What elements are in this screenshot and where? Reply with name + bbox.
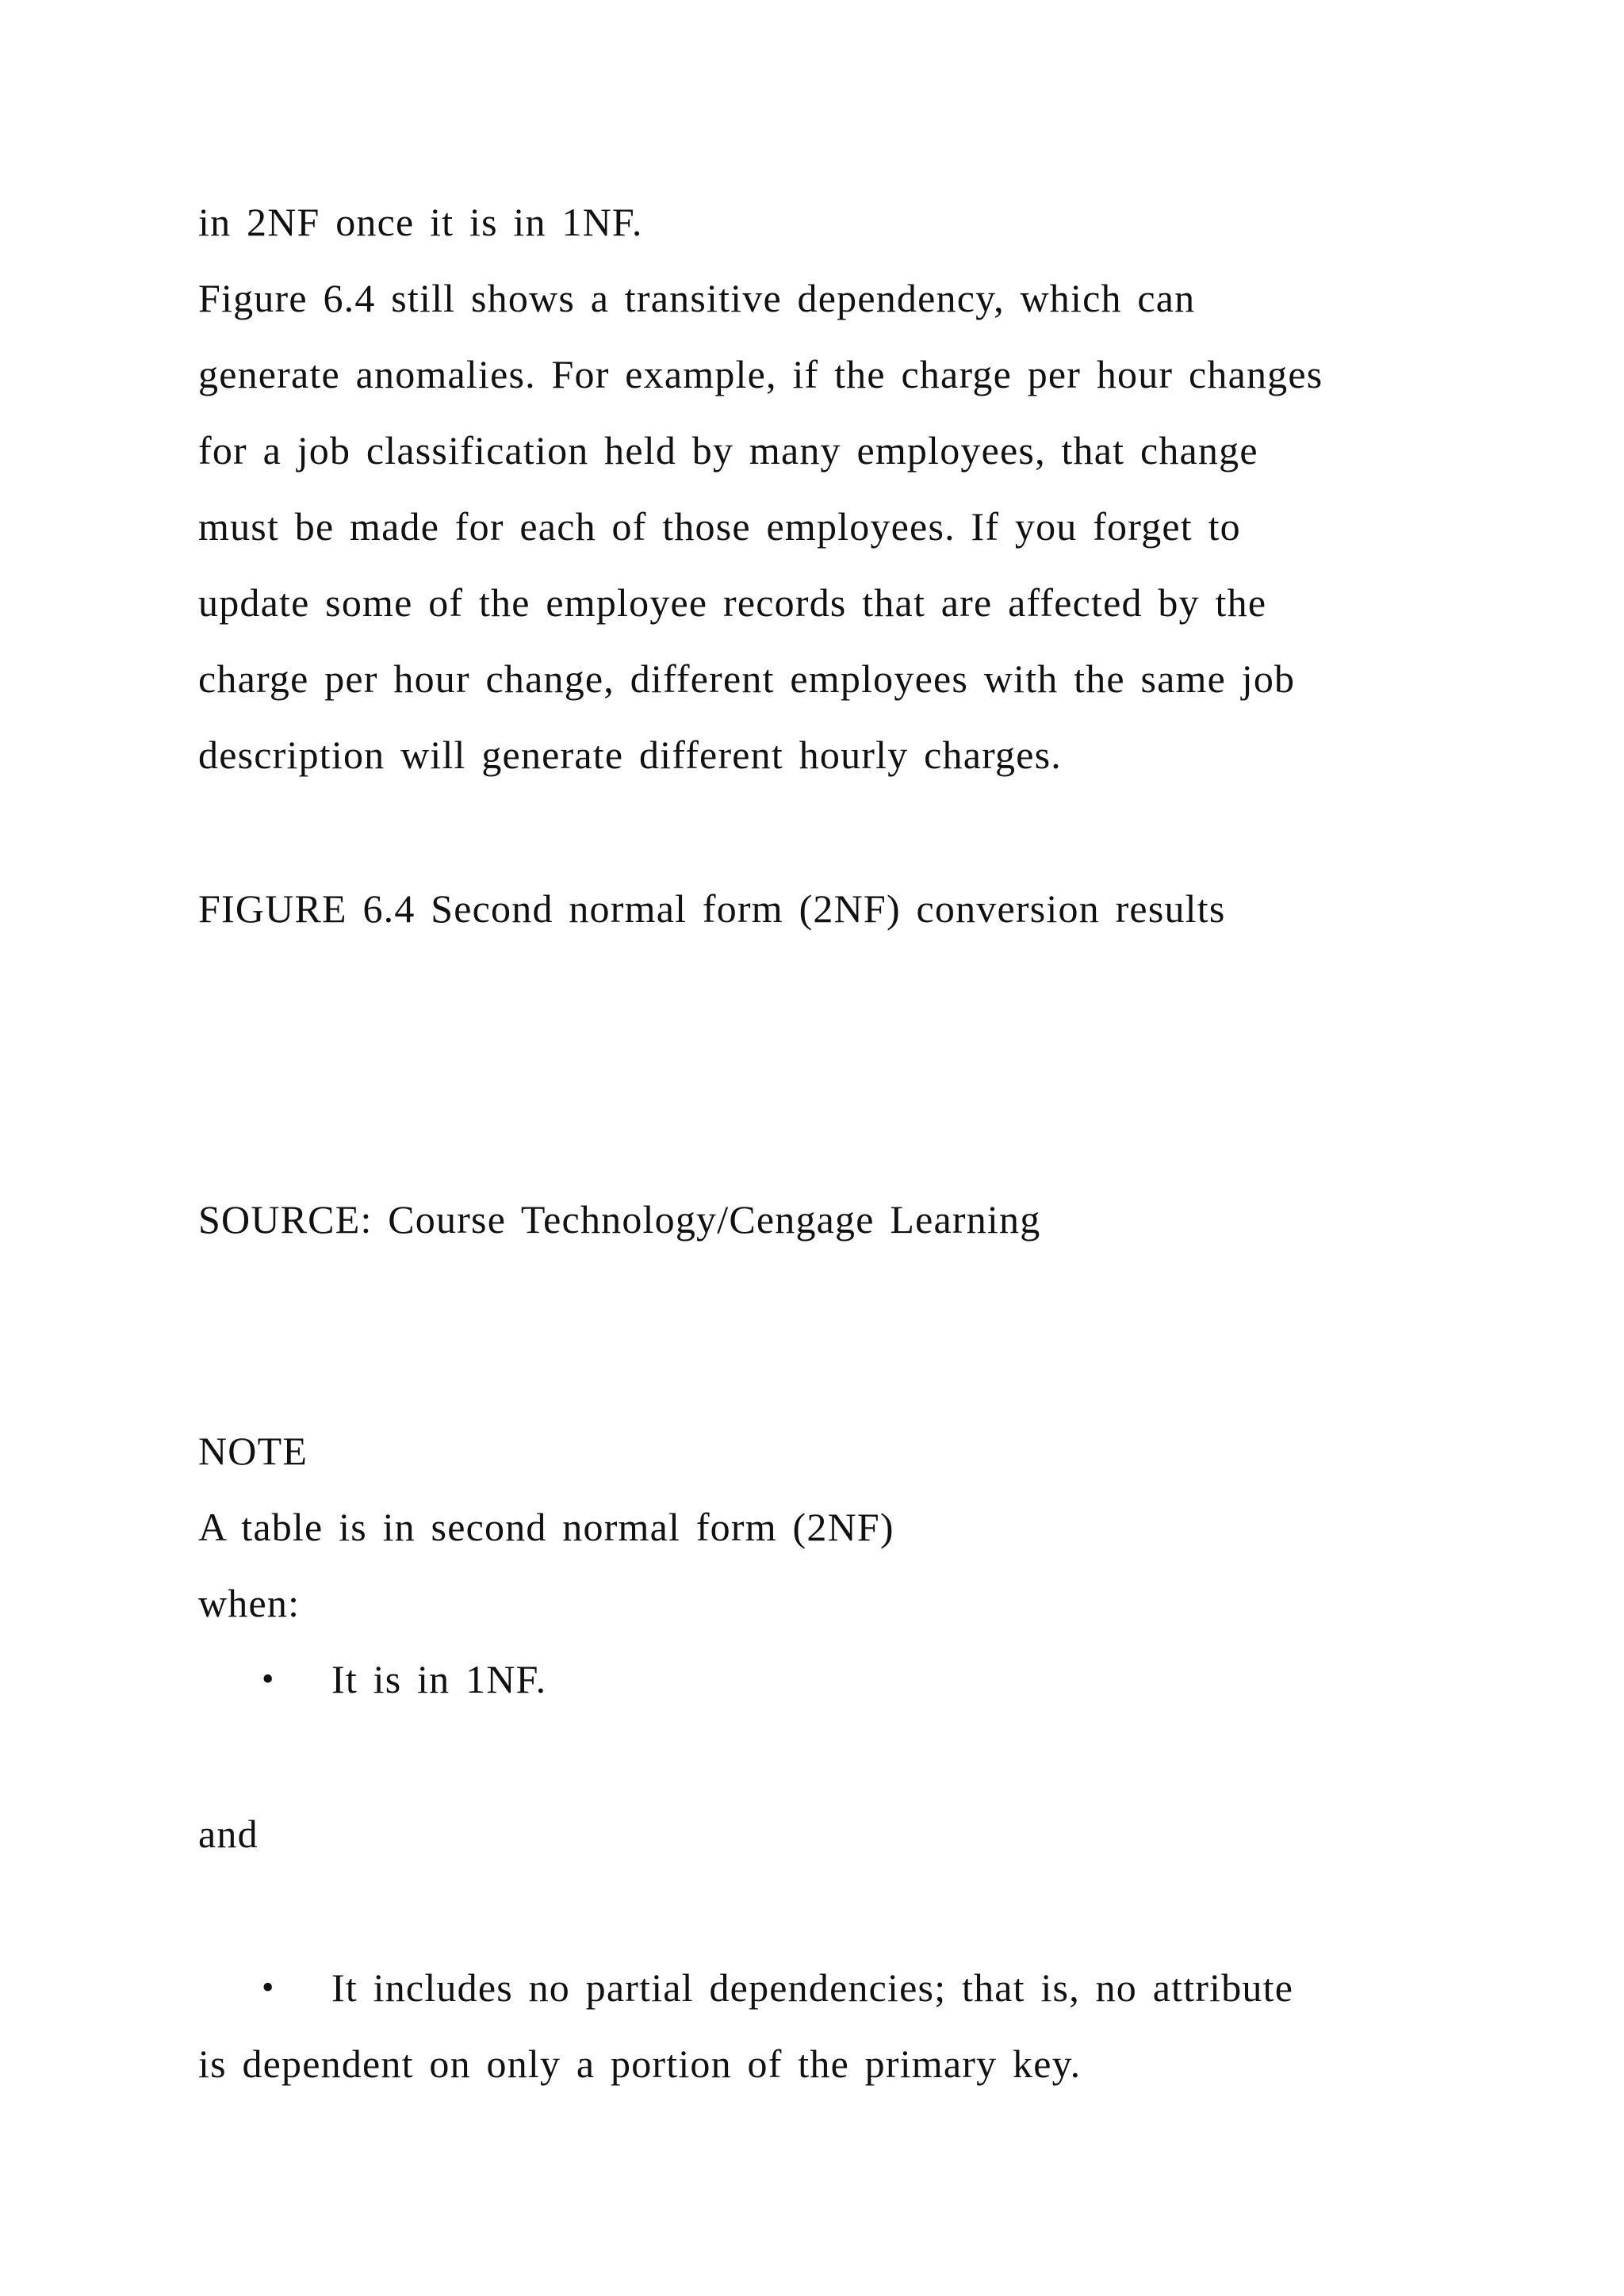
paragraph-line: must be made for each of those employees. If you forget to: [198, 504, 1241, 549]
paragraph-line: charge per hour change, different employees with the same job: [198, 656, 1296, 701]
paragraph-line: update some of the employee records that are affected by the: [198, 580, 1267, 625]
bullet-icon: •: [262, 1968, 274, 2007]
note-intro: A table is in second normal form (2NF): [198, 1505, 894, 1549]
paragraph-line: generate anomalies. For example, if the charge per hour changes: [198, 352, 1323, 396]
paragraph-line: in 2NF once it is in 1NF.: [198, 200, 643, 244]
bullet-item-2-continued: is dependent on only a portion of the primary key.: [198, 2042, 1082, 2086]
note-conjunction: and: [198, 1812, 259, 1856]
note-intro-continued: when:: [198, 1581, 301, 1625]
bullet-item-2: It includes no partial dependencies; that is, no attribute: [331, 1965, 1294, 2010]
figure-caption: FIGURE 6.4 Second normal form (2NF) conversion results: [198, 886, 1226, 931]
paragraph-line: for a job classification held by many employees, that change: [198, 428, 1258, 473]
bullet-icon: •: [262, 1659, 274, 1698]
paragraph-line: description will generate different hourly charges.: [198, 733, 1063, 777]
note-heading: NOTE: [198, 1429, 308, 1473]
paragraph-line: Figure 6.4 still shows a transitive dependency, which can: [198, 276, 1196, 320]
bullet-item-1: It is in 1NF.: [331, 1657, 547, 1701]
figure-source: SOURCE: Course Technology/Cengage Learning: [198, 1197, 1041, 1242]
